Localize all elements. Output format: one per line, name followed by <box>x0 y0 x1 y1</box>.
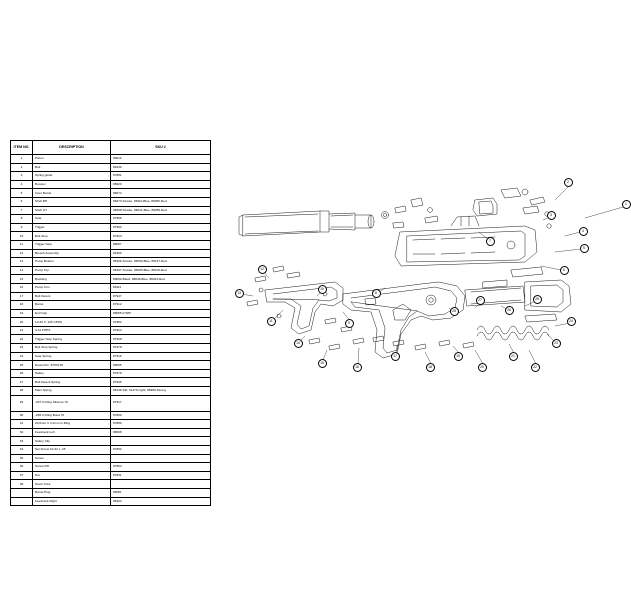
cell-sku: 87978 <box>111 369 211 378</box>
cell-description: Trigger Stop Spring <box>33 335 111 344</box>
cell-sku: 87862 <box>111 446 211 455</box>
cell-sku: 87947 <box>111 292 211 301</box>
cell-sku: 87886 <box>111 420 211 429</box>
cell-item-no: 11 <box>11 240 33 249</box>
cell-sku: 88111 <box>111 283 211 292</box>
cell-item-no: 7 <box>11 206 33 215</box>
cell-description: 4-41 FHPS <box>33 326 111 335</box>
table-row <box>11 318 211 327</box>
cell-sku: 87916 <box>111 352 211 361</box>
cell-item-no: 18 <box>11 301 33 310</box>
callout-number: 13 <box>235 289 244 298</box>
cell-sku: 87958 <box>111 215 211 224</box>
table-row <box>11 378 211 387</box>
cell-description: Stock Tube <box>33 480 111 489</box>
callout-number: 21 <box>509 352 518 361</box>
callout-number: 22 <box>531 363 540 372</box>
table-row <box>11 463 211 472</box>
cell-description: Dowel Pin .875X125 <box>33 361 111 370</box>
header-sku: SKU # <box>111 141 211 155</box>
cell-item-no: 17 <box>11 292 33 301</box>
header-item-no: ITEM NO. <box>11 141 33 155</box>
parts-table-container <box>10 140 210 506</box>
cell-sku: 88273-Smoke, 88110-Blue, 88255-Red <box>111 197 211 206</box>
cell-description: Inner Barrel <box>33 189 111 198</box>
cell-description: Sear <box>33 215 111 224</box>
cell-description: Set Screw 10-32 x .25 <box>33 446 111 455</box>
cell-sku: 87831 <box>111 471 211 480</box>
table-row <box>11 344 211 353</box>
cell-item-no: 2 <box>11 163 33 172</box>
cell-item-no: 8 <box>11 215 33 224</box>
cell-item-no: 36 <box>11 463 33 472</box>
table-row <box>11 488 211 497</box>
table-row <box>11 309 211 318</box>
cell-description: Feedneck Left <box>33 428 111 437</box>
table-row <box>11 428 211 437</box>
callout-number: 26 <box>505 306 514 315</box>
table-row <box>11 411 211 420</box>
cell-item-no <box>11 488 33 497</box>
cell-description: Shell RH <box>33 197 111 206</box>
cell-description: Bolt Stop Spring <box>33 344 111 353</box>
cell-sku <box>111 454 211 463</box>
cell-sku: 88258-Smoke, 88241-Blue, 88256-Red <box>111 206 211 215</box>
cell-item-no: 10 <box>11 232 33 241</box>
cell-sku: 87982 <box>111 318 211 327</box>
cell-item-no: 26 <box>11 369 33 378</box>
cell-item-no: 37 <box>11 471 33 480</box>
cell-item-no: 15 <box>11 275 33 284</box>
cell-sku: 88106-Smoke, 88159-Blue, 88147-Red <box>111 258 211 267</box>
cell-description: Breech Assembly <box>33 249 111 258</box>
table-row <box>11 223 211 232</box>
cell-item-no: 5 <box>11 189 33 198</box>
cell-sku: 88104 <box>111 497 211 506</box>
cell-item-no: 32 <box>11 428 33 437</box>
cell-description: -065 O-Ring Buna 70 <box>33 411 111 420</box>
callout-number: 6 <box>560 266 569 275</box>
cell-item-no: 38 <box>11 480 33 489</box>
table-row <box>11 155 211 164</box>
cell-sku: 87912 <box>111 301 211 310</box>
cell-item-no: 3 <box>11 172 33 181</box>
cell-item-no: 24 <box>11 352 33 361</box>
table-row <box>11 249 211 258</box>
callout-number: 1 <box>622 200 631 209</box>
table-row <box>11 292 211 301</box>
table-row <box>11 420 211 429</box>
table-row <box>11 480 211 489</box>
cell-sku: 88005 <box>111 361 211 370</box>
table-row <box>11 335 211 344</box>
cell-sku: 88012 <box>111 155 211 164</box>
cell-item-no: 16 <box>11 283 33 292</box>
cell-sku: 81999 <box>111 249 211 258</box>
cell-sku: 87924 <box>111 326 211 335</box>
cell-description: 10-32 X .125 CPSS <box>33 318 111 327</box>
cell-description: Pump Top <box>33 266 111 275</box>
cell-description: Bolt <box>33 163 111 172</box>
callout-number: 9 <box>345 319 354 328</box>
table-row <box>11 258 211 267</box>
cell-item-no: 35 <box>11 454 33 463</box>
cell-sku: 88098 <box>111 428 211 437</box>
header-description: DESCRIPTION <box>33 141 111 155</box>
callout-number: 27 <box>476 296 485 305</box>
cell-sku: 87935 <box>111 378 211 387</box>
cell-sku: 88135-Std, 91470-Light, 86988-Strong <box>111 387 211 396</box>
cell-item-no: 4 <box>11 180 33 189</box>
callout-number: 11 <box>267 317 276 326</box>
cell-sku: 88139 <box>111 163 211 172</box>
table-row <box>11 215 211 224</box>
cell-sku: 87917 <box>111 395 211 411</box>
callout-number: 18 <box>426 363 435 372</box>
table-row <box>11 197 211 206</box>
cell-sku <box>111 437 211 446</box>
callout-number: 19 <box>454 352 463 361</box>
cell-sku: 88197-Smoke, 88180-Blue, 88119-Red <box>111 266 211 275</box>
cell-description: Nut <box>33 471 111 480</box>
table-row <box>11 387 211 396</box>
exploded-diagram <box>225 170 627 420</box>
table-row <box>11 454 211 463</box>
cell-description: Bolt Detent <box>33 292 111 301</box>
cell-sku: 88067 <box>111 240 211 249</box>
cell-item-no: 6 <box>11 197 33 206</box>
cell-item-no: 25 <box>11 361 33 370</box>
callout-number: 12 <box>258 265 267 274</box>
cell-description: Bumper <box>33 180 111 189</box>
parts-table <box>10 140 211 506</box>
cell-item-no: 22 <box>11 335 33 344</box>
callout-number: 5 <box>580 244 589 253</box>
small-fasteners <box>247 266 474 350</box>
table-row <box>11 232 211 241</box>
table-row <box>11 395 211 411</box>
callout-number: 10 <box>318 285 327 294</box>
cell-item-no: 14 <box>11 266 33 275</box>
cell-item-no: 9 <box>11 223 33 232</box>
cell-item-no: 21 <box>11 326 33 335</box>
upper-receiver <box>395 216 537 266</box>
cell-sku: 87800 <box>111 411 211 420</box>
cell-description: Piston <box>33 155 111 164</box>
table-row <box>11 471 211 480</box>
callout-number: 23 <box>552 339 561 348</box>
cell-sku: 88050-Black, 88036-Blue, 88043-Red <box>111 275 211 284</box>
cell-description: Safety <box>33 369 111 378</box>
cell-description: Pump Bottom <box>33 258 111 267</box>
table-row <box>11 266 211 275</box>
cell-sku: 88081 <box>111 488 211 497</box>
feedneck-group <box>473 188 551 228</box>
trigger-frame <box>265 282 343 334</box>
cell-item-no: 27 <box>11 378 33 387</box>
cell-sku: 87923 <box>111 232 211 241</box>
cell-description: Pump Arm <box>33 283 111 292</box>
callout-number: 15 <box>318 359 327 368</box>
callout-number: 3 <box>547 211 556 220</box>
cell-sku: 88029 <box>111 180 211 189</box>
table-row <box>11 446 211 455</box>
cell-sku: 88055-0.505" <box>111 309 211 318</box>
cell-description: Screw <box>33 454 111 463</box>
table-row <box>11 437 211 446</box>
cell-sku: 87962 <box>111 223 211 232</box>
cell-item-no: 28 <box>11 387 33 396</box>
cell-description: Barrel <box>33 301 111 310</box>
table-row <box>11 206 211 215</box>
main-spring <box>477 326 549 340</box>
cell-description: Shell LH <box>33 206 111 215</box>
cell-item-no: 23 <box>11 344 33 353</box>
callout-number: 2 <box>564 178 573 187</box>
callout-number: 24 <box>567 317 576 326</box>
cell-description: Barrel Plug <box>33 488 111 497</box>
cell-description: Trigger <box>33 223 111 232</box>
cell-item-no: 29 <box>11 395 33 411</box>
cell-item-no: 20 <box>11 318 33 327</box>
callout-number: 20 <box>478 363 487 372</box>
cell-item-no: 30 <box>11 411 33 420</box>
cell-description: Buckling <box>33 275 111 284</box>
cell-item-no <box>11 497 33 506</box>
table-row <box>11 352 211 361</box>
cell-description: Trigger Stop <box>33 240 111 249</box>
cell-description: Main Spring <box>33 387 111 396</box>
lower-receiver <box>343 282 465 358</box>
cell-description: Bolt Stop <box>33 232 111 241</box>
cell-description: 20.6mm X 2.4mm O-Ring <box>33 420 111 429</box>
cell-item-no: 31 <box>11 420 33 429</box>
table-row <box>11 240 211 249</box>
cell-description: -007 O-Ring Silicone 70 <box>33 395 111 411</box>
cell-description: Sear Spring <box>33 352 111 361</box>
callout-number: 28 <box>450 307 459 316</box>
cell-sku: 87978 <box>111 344 211 353</box>
cell-description: Safety Clip <box>33 437 111 446</box>
callout-number: 17 <box>391 352 400 361</box>
table-row <box>11 497 211 506</box>
cell-description: Screw RH <box>33 463 111 472</box>
table-header-row <box>11 141 211 155</box>
table-row <box>11 180 211 189</box>
callout-number: 4 <box>579 227 588 236</box>
cell-item-no: 33 <box>11 437 33 446</box>
cell-description: Feedneck Right <box>33 497 111 506</box>
cell-sku: 87881 <box>111 172 211 181</box>
callout-number: 16 <box>353 363 362 372</box>
cell-sku: 87928 <box>111 335 211 344</box>
cell-item-no: 13 <box>11 258 33 267</box>
callout-number: 14 <box>294 339 303 348</box>
table-row <box>11 369 211 378</box>
callout-number: 7 <box>486 237 495 246</box>
cell-description: End Cap <box>33 309 111 318</box>
table-row <box>11 189 211 198</box>
cell-item-no: 1 <box>11 155 33 164</box>
barrel-small-parts <box>382 198 439 228</box>
cell-sku: 88074 <box>111 189 211 198</box>
table-row <box>11 283 211 292</box>
cell-item-no: 34 <box>11 446 33 455</box>
table-row <box>11 275 211 284</box>
cell-sku: 87894 <box>111 463 211 472</box>
table-row <box>11 326 211 335</box>
callout-number: 8 <box>372 289 381 298</box>
parts-table-body <box>11 155 211 506</box>
cell-description: Spring guide <box>33 172 111 181</box>
barrel-group <box>239 211 374 236</box>
cell-item-no: 12 <box>11 249 33 258</box>
cell-item-no: 19 <box>11 309 33 318</box>
stock-group <box>465 267 571 322</box>
cell-description: Bolt Detent Spring <box>33 378 111 387</box>
table-row <box>11 301 211 310</box>
table-row <box>11 172 211 181</box>
table-row <box>11 361 211 370</box>
cell-sku <box>111 480 211 489</box>
callout-number: 25 <box>533 295 542 304</box>
table-row <box>11 163 211 172</box>
